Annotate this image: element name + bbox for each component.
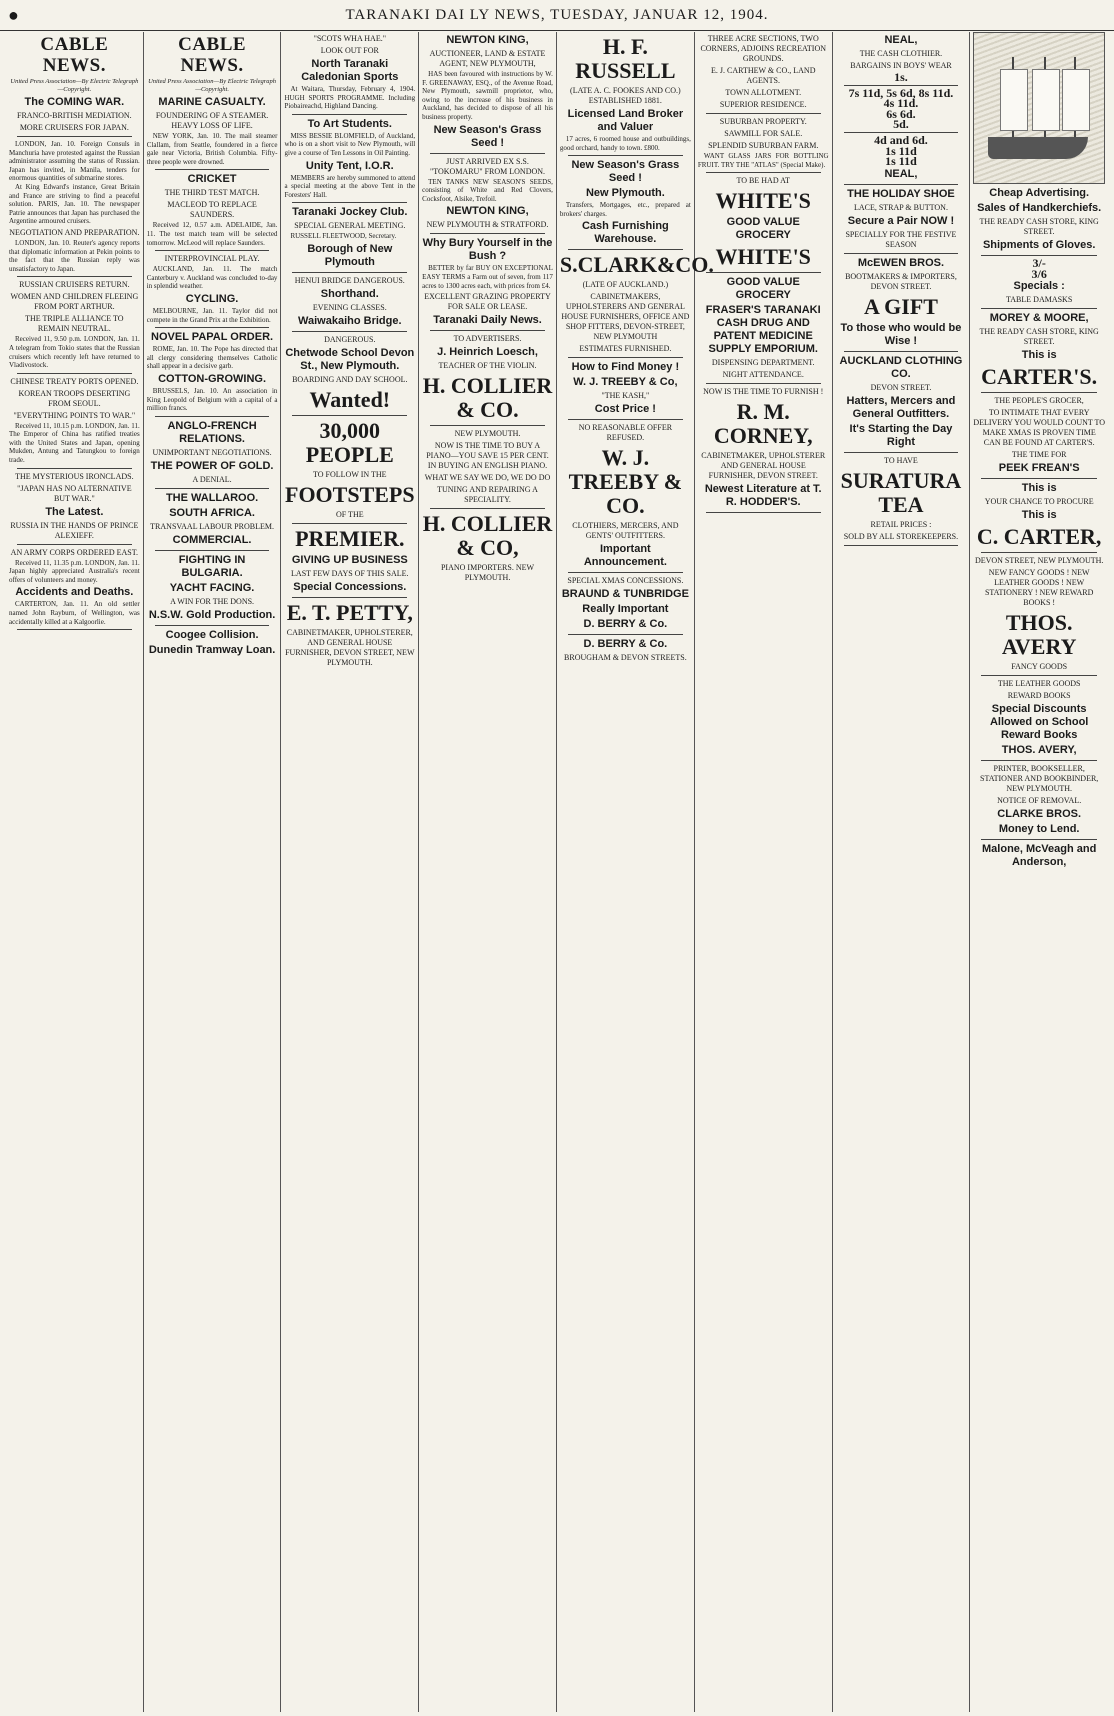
article-subheading: JUST ARRIVED EX S.S. "TOKOMARU" FROM LONDON. bbox=[429, 156, 546, 176]
article-headline: SOUTH AFRICA. bbox=[169, 506, 255, 519]
column-divider bbox=[706, 172, 821, 173]
column-divider bbox=[292, 202, 407, 203]
column-divider bbox=[568, 419, 683, 420]
article-body: Received 12, 0.57 a.m. ADELAIDE, Jan. 11. The test match team will be selected tomorrow. McLeod will replace Saunders. bbox=[146, 221, 278, 247]
article-subheading: DEVON STREET. bbox=[870, 382, 932, 392]
article-subheading: CABINETMAKERS, UPHOLSTERERS AND GENERAL HOUSE FURNISHERS, OFFICE AND SHOP FITTERS, DEVON-STREET, NEW PLYMOUTH bbox=[561, 292, 690, 342]
column-divider bbox=[292, 523, 407, 524]
advert-display-heading: E. T. PETTY, bbox=[286, 599, 413, 625]
advert-display-heading: H. F. RUSSELL bbox=[575, 34, 676, 83]
article-subheading: AN ARMY CORPS ORDERED EAST. bbox=[10, 547, 139, 557]
column-7 bbox=[833, 32, 971, 1712]
article-headline: Taranaki Jockey Club. bbox=[292, 206, 408, 219]
article-headline: Why Bury Yourself in the Bush ? bbox=[422, 237, 553, 263]
article-headline: The COMING WAR. bbox=[24, 96, 125, 108]
article-subheading: EXCELLENT GRAZING PROPERTY FOR SALE OR LEASE. bbox=[424, 292, 551, 312]
article-subheading: THE READY CASH STORE, KING STREET. bbox=[979, 327, 1099, 347]
article-subheading: YOUR CHANCE TO PROCURE bbox=[984, 497, 1094, 507]
article-headline: Newest Literature at T. R. HODDER'S. bbox=[704, 483, 822, 509]
ship-hull-shape bbox=[988, 137, 1088, 159]
article-headline: N.S.W. Gold Production. bbox=[148, 608, 276, 621]
article-subheading: AUCTIONEER, LAND & ESTATE AGENT, NEW PLYMOUTH, bbox=[429, 49, 546, 68]
article-subheading: NOW IS THE TIME TO BUY A PIANO—YOU SAVE 15 PER CENT. IN BUYING AN ENGLISH PIANO. bbox=[426, 441, 549, 471]
article-headline: D. BERRY & Co. bbox=[583, 618, 668, 631]
article-body: LONDON, Jan. 10. Reuter's agency reports that diplomatic information at Pekin points to the fact that the Russian reply was unsatisfactory to Japan. bbox=[9, 238, 140, 273]
article-headline: FRASER'S TARANAKI CASH DRUG AND PATENT MEDICINE SUPPLY EMPORIUM. bbox=[705, 304, 821, 356]
column-divider bbox=[155, 550, 270, 551]
advert-display-heading: WHITE'S bbox=[715, 244, 811, 270]
article-body: MISS BESSIE BLOMFIELD, of Auckland, who is on a short visit to New Plymouth, will give a course of Ten Lessons in Oil Painting. bbox=[284, 131, 416, 157]
article-subheading: ESTIMATES FURNISHED. bbox=[579, 344, 672, 354]
article-headline: This is bbox=[1021, 349, 1057, 362]
column-divider bbox=[568, 572, 683, 573]
article-subheading: TO INTIMATE THAT EVERY DELIVERY YOU WOULD COUNT TO MAKE XMAS IS PROVEN TIME CAN BE FOUND AT CARTER'S. bbox=[973, 408, 1106, 448]
column-divider bbox=[844, 253, 959, 254]
article-body: Received 11, 10.15 p.m. LONDON, Jan. 11. The Emperor of China has ratified treaties with the United States and Japan, opening Mukden, Antung and Tatungkou to foreign trade. bbox=[9, 421, 140, 465]
article-headline: New Season's Grass Seed ! bbox=[433, 123, 542, 149]
article-headline: Taranaki Daily News. bbox=[433, 314, 542, 327]
column-divider bbox=[706, 113, 821, 114]
article-subheading: TEACHER OF THE VIOLIN. bbox=[438, 361, 537, 371]
article-subheading: SPECIAL XMAS CONCESSIONS. bbox=[567, 576, 684, 586]
article-headline: Special Discounts Allowed on School Reward Books bbox=[989, 703, 1089, 742]
column-2 bbox=[144, 32, 282, 1712]
article-headline: GOOD VALUE GROCERY bbox=[726, 216, 800, 242]
article-headline: Coogee Collision. bbox=[165, 628, 259, 641]
article-body: At King Edward's instance, Great Britain and France are striving to find a peaceful solution. PARIS, Jan. 10. The newspaper Patrie announces that Japan has purchased the Argentine armoured cruisers. bbox=[9, 182, 140, 226]
article-headline: Really Important bbox=[582, 603, 669, 616]
page-columns bbox=[6, 32, 1108, 1712]
article-body: BETTER by far BUY ON EXCEPTIONAL EASY TERMS a Farm out of seven, from 117 acres to 1300 acres each, with prices from £4. bbox=[422, 264, 553, 290]
article-subheading: REWARD BOOKS bbox=[1007, 691, 1071, 701]
article-subheading: DISPENSING DEPARTMENT. bbox=[711, 358, 815, 368]
article-headline: Shorthand. bbox=[320, 287, 379, 300]
column-divider bbox=[292, 597, 407, 598]
article-subheading: INTERPROVINCIAL PLAY. bbox=[164, 254, 260, 264]
article-subheading: DEVON STREET, NEW PLYMOUTH. bbox=[974, 556, 1104, 566]
article-subheading: (LATE OF AUCKLAND.) bbox=[582, 280, 669, 290]
article-subheading: TO ADVERTISERS. bbox=[453, 334, 522, 344]
article-headline: How to Find Money ! bbox=[571, 361, 680, 374]
price-line: 1s 11d bbox=[885, 154, 917, 169]
article-headline: Special Concessions. bbox=[293, 580, 407, 593]
article-headline: CYCLING. bbox=[185, 292, 239, 305]
article-subheading: NEW PLYMOUTH. bbox=[454, 429, 521, 439]
article-headline: COTTON-GROWING. bbox=[158, 372, 267, 385]
section-masthead: CABLE NEWS. bbox=[178, 34, 247, 76]
article-body: Transfers, Mortgages, etc., prepared at brokers' charges. bbox=[559, 201, 691, 218]
article-headline: Hatters, Mercers and General Outfitters. bbox=[846, 394, 956, 420]
article-subheading: TO BE HAD AT bbox=[736, 176, 790, 186]
column-divider bbox=[430, 508, 545, 509]
article-headline: Money to Lend. bbox=[998, 823, 1080, 836]
advert-display-heading: H. COLLIER & CO. bbox=[422, 373, 553, 423]
article-subheading: DANGEROUS. bbox=[324, 334, 376, 344]
article-headline: Secure a Pair NOW ! bbox=[847, 214, 955, 227]
column-divider bbox=[155, 250, 270, 251]
article-subheading: CLOTHIERS, MERCERS, AND GENTS' OUTFITTERS. bbox=[572, 521, 679, 541]
article-subheading: LAST FEW DAYS OF THIS SALE. bbox=[291, 568, 409, 578]
article-subheading: "THE KASH," bbox=[601, 391, 650, 401]
advert-display-heading: S.CLARK&CO. bbox=[559, 252, 714, 278]
article-body: MEMBERS are hereby summoned to attend a special meeting at the above Tent in the Foresters' Hall. bbox=[284, 173, 416, 199]
article-subheading: E. J. CARTHEW & CO., LAND AGENTS. bbox=[710, 66, 816, 85]
article-headline: Cheap Advertising. bbox=[989, 187, 1090, 199]
article-subheading: LACE, STRAP & BUTTON. bbox=[853, 202, 948, 212]
ship-sail-shape bbox=[1062, 69, 1090, 131]
article-subheading: RETAIL PRICES : bbox=[870, 519, 932, 529]
article-body: BRUSSELS, Jan. 10. An association in King Leopold of Belgium with a capital of a million francs. bbox=[146, 386, 278, 413]
article-headline: North Taranaki Caledonian Sports bbox=[301, 58, 399, 83]
ship-illustration bbox=[973, 32, 1105, 184]
article-subheading: BOARDING AND DAY SCHOOL. bbox=[292, 374, 408, 384]
article-headline: Important Announcement. bbox=[583, 543, 667, 569]
column-divider bbox=[292, 272, 407, 273]
article-subheading: WOMEN AND CHILDREN FLEEING FROM PORT ARTHUR. bbox=[10, 292, 139, 312]
article-body: CARTERTON, Jan. 11. An old settler named John Rayburn, of Wellington, was accidentally killed at a Kalgoorlie. bbox=[9, 600, 140, 626]
article-subheading: WHAT WE SAY WE DO, WE DO DO bbox=[424, 473, 551, 483]
article-subheading: NEGOTIATION AND PREPARATION. bbox=[9, 227, 140, 237]
price-line: 4d and 6d. bbox=[874, 132, 928, 147]
column-divider bbox=[981, 392, 1097, 393]
article-subheading: RUSSIAN CRUISERS RETURN. bbox=[19, 280, 130, 290]
advert-display-heading: W. J. TREEBY & CO. bbox=[568, 445, 683, 519]
article-headline: Dunedin Tramway Loan. bbox=[148, 643, 276, 656]
article-subheading: THE CASH CLOTHIER. bbox=[859, 49, 943, 58]
column-divider bbox=[17, 276, 132, 277]
article-subheading: UNIMPORTANT NEGOTIATIONS. bbox=[152, 447, 272, 457]
article-headline: To those who would be Wise ! bbox=[840, 321, 962, 347]
column-divider bbox=[17, 373, 132, 374]
column-divider bbox=[981, 839, 1097, 840]
article-headline: NEAL, bbox=[884, 34, 918, 46]
article-body: LONDON, Jan. 10. Foreign Consuls in Manchuria have protested against the Russian administrator assuming the status of Russian. Japan has invited, in Manila, tenders for enormous quantities of submarine stores. bbox=[9, 140, 140, 183]
article-subheading: TRANSVAAL LABOUR PROBLEM. bbox=[150, 521, 274, 531]
article-headline: MOREY & MOORE, bbox=[989, 312, 1089, 325]
article-subheading: THE THIRD TEST MATCH. bbox=[164, 188, 260, 198]
article-headline: To Art Students. bbox=[307, 117, 392, 130]
article-headline: This is bbox=[1021, 482, 1057, 495]
article-subheading: FRANCO-BRITISH MEDIATION. bbox=[17, 111, 132, 120]
column-divider bbox=[568, 155, 683, 156]
column-divider bbox=[430, 425, 545, 426]
article-headline: W. J. TREEBY & Co, bbox=[573, 376, 678, 389]
article-headline: New Season's Grass Seed ! bbox=[571, 159, 680, 185]
article-headline: ANGLO-FRENCH RELATIONS. bbox=[167, 419, 257, 445]
article-body: TEN TANKS NEW SEASON'S SEEDS, consisting of White and Red Clovers, Cocksfoot, Alsike, Trefoil. bbox=[422, 177, 553, 203]
price-line: 6s 6d. bbox=[886, 106, 916, 121]
price-line: 1s. bbox=[894, 70, 908, 84]
advert-display-heading: C. CARTER, bbox=[976, 524, 1102, 550]
column-6 bbox=[695, 32, 833, 1712]
advert-display-heading: 30,000 PEOPLE bbox=[305, 417, 394, 467]
column-divider bbox=[844, 545, 959, 546]
article-subheading: SOLD BY ALL STOREKEEPERS. bbox=[843, 531, 959, 541]
article-headline: Cost Price ! bbox=[594, 403, 656, 416]
article-headline: The Latest. bbox=[45, 505, 104, 518]
article-headline: GOOD VALUE GROCERY bbox=[726, 276, 800, 302]
advert-display-heading: THOS. AVERY bbox=[1001, 610, 1077, 660]
article-headline: THE POWER OF GOLD. bbox=[150, 459, 274, 472]
article-subheading: CABINETMAKER, UPHOLSTERER, AND GENERAL HOUSE FURNISHER, DEVON STREET, NEW PLYMOUTH. bbox=[285, 627, 415, 667]
article-headline: Cash Furnishing Warehouse. bbox=[581, 220, 669, 246]
article-subheading: TABLE DAMASKS bbox=[1006, 295, 1073, 305]
column-divider bbox=[844, 452, 959, 453]
article-body: ROME, Jan. 10. The Pope has directed that all clergy considering themselves Catholic shall appear in a decisive garb. bbox=[146, 345, 278, 371]
article-subheading: NOW IS THE TIME TO FURNISH ! bbox=[703, 387, 824, 397]
ship-sail-shape bbox=[1000, 69, 1028, 131]
price-line: 3/6 bbox=[1031, 266, 1047, 281]
article-headline: Borough of New Plymouth bbox=[307, 242, 393, 268]
advert-display-heading: FOOTSTEPS bbox=[285, 481, 415, 507]
article-subheading: THE PEOPLE'S GROCER, bbox=[994, 396, 1084, 406]
article-subheading: THE TRIPLE ALLIANCE TO REMAIN NEUTRAL. bbox=[25, 314, 124, 334]
price-line: 7s 11d, 5s 6d, 8s 11d. bbox=[848, 85, 954, 100]
article-subheading: TUNING AND REPAIRING A SPECIALITY. bbox=[437, 485, 538, 505]
column-divider bbox=[706, 512, 821, 513]
advert-display-heading: Wanted! bbox=[309, 386, 391, 412]
article-body: 17 acres, 6 roomed house and outbuildings, good orchard, handy to town. £800. bbox=[559, 135, 691, 152]
article-headline: Shipments of Gloves. bbox=[982, 239, 1096, 251]
column-divider bbox=[155, 169, 270, 170]
article-body: Received 11, 9.50 p.m. LONDON, Jan. 11. A telegram from Tokio states that the Russian cruisers which recently left have returned to Vladivostock. bbox=[9, 335, 140, 370]
article-headline: NEWTON KING, bbox=[446, 34, 529, 46]
column-divider bbox=[844, 184, 959, 185]
column-divider bbox=[706, 383, 821, 384]
article-subheading: THE MYSTERIOUS IRONCLADS. bbox=[15, 471, 134, 481]
article-headline: THE HOLIDAY SHOE bbox=[847, 187, 955, 200]
article-subheading: BARGAINS IN BOYS' WEAR bbox=[850, 61, 952, 70]
column-5 bbox=[557, 32, 714, 1712]
article-body: AUCKLAND, Jan. 11. The match Canterbury v. Auckland was concluded to-day in splendid weather. bbox=[146, 265, 278, 291]
article-headline: GIVING UP BUSINESS bbox=[291, 553, 408, 566]
column-divider bbox=[430, 233, 545, 234]
article-subheading: THREE ACRE SECTIONS, TWO CORNERS, ADJOINS RECREATION GROUNDS. bbox=[700, 34, 827, 63]
article-subheading: A WIN FOR THE DONS. bbox=[170, 596, 255, 606]
advert-display-heading: H. COLLIER & CO, bbox=[422, 511, 553, 561]
column-divider bbox=[568, 249, 683, 250]
article-subheading: TOWN ALLOTMENT. bbox=[725, 88, 802, 97]
article-headline: PEEK FREAN'S bbox=[998, 462, 1080, 475]
article-headline: BRAUND & TUNBRIDGE bbox=[561, 588, 689, 601]
article-headline: Specials : bbox=[1013, 280, 1065, 293]
article-subheading: LOOK OUT FOR bbox=[320, 46, 379, 55]
article-headline: NOVEL PAPAL ORDER. bbox=[151, 331, 274, 344]
article-subheading: THE TIME FOR bbox=[1011, 450, 1067, 460]
article-subheading: SPECIALLY FOR THE FESTIVE SEASON bbox=[845, 229, 957, 249]
article-headline: FIGHTING IN BULGARIA. bbox=[178, 553, 246, 579]
article-headline: D. BERRY & Co. bbox=[583, 638, 668, 651]
column-divider bbox=[981, 308, 1097, 309]
article-body: NEW YORK, Jan. 10. The mail steamer Clallam, from Seattle, foundered in a fierce gale near Victoria, British Columbia. Fifty-three people were drowned. bbox=[146, 132, 278, 166]
article-headline: This is bbox=[1021, 509, 1057, 522]
price-line: 5d. bbox=[893, 117, 909, 132]
article-headline: McEWEN BROS. bbox=[857, 256, 945, 269]
article-headline: THOS. AVERY, bbox=[1001, 744, 1077, 757]
article-subheading: SAWMILL FOR SALE. bbox=[724, 129, 803, 138]
article-subheading: EVENING CLASSES. bbox=[312, 302, 387, 312]
article-subheading: NOTICE OF REMOVAL. bbox=[997, 796, 1082, 806]
column-8 bbox=[970, 32, 1108, 1712]
article-headline: NEWTON KING, bbox=[446, 205, 529, 218]
article-subheading: OF THE bbox=[335, 509, 364, 519]
column-4 bbox=[419, 32, 557, 1712]
advert-display-heading: SURATURA TEA bbox=[840, 467, 962, 517]
article-subheading: RUSSIA IN THE HANDS OF PRINCE ALEXIEFF. bbox=[10, 520, 139, 540]
article-headline: MARINE CASUALTY. bbox=[158, 96, 266, 108]
column-divider bbox=[981, 675, 1097, 676]
advert-display-heading: WHITE'S bbox=[715, 188, 811, 214]
article-headline: CRICKET bbox=[187, 173, 237, 186]
column-divider bbox=[981, 552, 1097, 553]
article-body: HAS been favoured with instructions by W. F. GREENAWAY, ESQ., of the Avenue Road, New Plymouth, sawmill proprietor, who, owing to the increase of his business in Auckland, has decided to dispose of all his business property. bbox=[422, 70, 553, 121]
article-headline: Accidents and Deaths. bbox=[15, 586, 134, 599]
article-headline: Sales of Handkerchiefs. bbox=[977, 202, 1102, 214]
price-line: 4s 11d. bbox=[883, 96, 919, 111]
article-headline: AUCKLAND CLOTHING CO. bbox=[839, 354, 963, 380]
article-body: At Waitara, Thursday, February 4, 1904. HUGH SPORTS PROGRAMME. Including Piobaireachd, Highland Dancing. bbox=[284, 85, 416, 111]
article-subheading: NEW FANCY GOODS ! NEW LEATHER GOODS ! NEW STATIONERY ! NEW REWARD BOOKS ! bbox=[984, 568, 1094, 608]
article-body: Received 11, 11.35 p.m. LONDON, Jan. 11. Japan highly appreciated Australia's recent offers of volunteers and money. bbox=[9, 558, 140, 584]
article-headline: It's Starting the Day Right bbox=[849, 422, 953, 448]
article-subheading: MACLEOD TO REPLACE SAUNDERS. bbox=[167, 200, 257, 220]
column-divider bbox=[568, 634, 683, 635]
article-subheading: NO REASONABLE OFFER REFUSED. bbox=[578, 423, 673, 443]
newspaper-title: TARANAKI DAI LY NEWS, TUESDAY, JANUAR 12, 1904. bbox=[345, 7, 769, 23]
article-subheading: THE READY CASH STORE, KING STREET. bbox=[979, 217, 1099, 236]
article-subheading: HENUI BRIDGE DANGEROUS. bbox=[294, 275, 405, 285]
column-divider bbox=[430, 153, 545, 154]
article-subheading: SPECIAL GENERAL MEETING. bbox=[294, 221, 406, 231]
article-subheading: KOREAN TROOPS DESERTING FROM SEOUL. bbox=[18, 388, 131, 408]
column-divider bbox=[430, 330, 545, 331]
masthead bbox=[0, 0, 1114, 31]
ship-sail-shape bbox=[1032, 69, 1060, 131]
advert-display-heading: A GIFT bbox=[863, 293, 938, 319]
article-body: WANT GLASS JARS FOR BOTTLING FRUIT. TRY THE "ATLAS" (Special Make). bbox=[697, 152, 829, 169]
advert-display-heading: CARTER'S. bbox=[981, 364, 1098, 390]
article-subheading: "EVERYTHING POINTS TO WAR." bbox=[13, 410, 136, 420]
advert-display-heading: R. M. CORNEY, bbox=[713, 399, 813, 449]
article-headline: YACHT FACING. bbox=[169, 581, 255, 594]
article-subheading: BOOTMAKERS & IMPORTERS, DEVON STREET. bbox=[845, 271, 957, 291]
article-subheading: PRINTER, BOOKSELLER, STATIONER AND BOOKBINDER, NEW PLYMOUTH. bbox=[980, 764, 1099, 794]
column-3 bbox=[281, 32, 419, 1712]
article-subheading: A DENIAL. bbox=[192, 474, 232, 484]
credit-line: United Press Association—By Electric Telegraph—Copyright. bbox=[148, 78, 277, 93]
article-headline: Chetwode School Devon St., New Plymouth. bbox=[285, 346, 415, 372]
article-headline: THE WALLAROO. bbox=[165, 491, 259, 504]
article-subheading: (LATE A. C. FOOKES AND CO.) ESTABLISHED 1881. bbox=[570, 86, 681, 105]
column-divider bbox=[568, 357, 683, 358]
article-headline: New Plymouth. bbox=[585, 187, 665, 200]
article-subheading: MORE CRUISERS FOR JAPAN. bbox=[19, 123, 129, 132]
column-divider bbox=[155, 625, 270, 626]
article-subheading: NEW PLYMOUTH & STRATFORD. bbox=[426, 220, 549, 230]
article-headline: Licensed Land Broker and Valuer bbox=[567, 108, 684, 133]
article-subheading: CABINETMAKER, UPHOLSTERER AND GENERAL HOUSE FURNISHER, DEVON STREET. bbox=[701, 451, 826, 481]
article-subheading: SUPERIOR RESIDENCE. bbox=[719, 100, 807, 109]
column-divider bbox=[292, 114, 407, 115]
article-subheading: SUBURBAN PROPERTY. bbox=[719, 117, 807, 126]
article-headline: Malone, McVeagh and Anderson, bbox=[982, 843, 1097, 869]
article-body: RUSSELL FLEETWOOD, Secretary. bbox=[290, 232, 397, 241]
article-subheading: NIGHT ATTENDANCE. bbox=[722, 370, 804, 380]
article-subheading: TO HAVE bbox=[884, 455, 918, 465]
article-headline: Unity Tent, I.O.R. bbox=[305, 159, 394, 172]
article-subheading: FOUNDERING OF A STEAMER. HEAVY LOSS OF LIFE. bbox=[155, 111, 269, 130]
article-subheading: "JAPAN HAS NO ALTERNATIVE BUT WAR." bbox=[17, 483, 132, 503]
column-divider bbox=[706, 272, 821, 273]
article-headline: COMMERCIAL. bbox=[172, 533, 252, 546]
article-subheading: CHINESE TREATY PORTS OPENED. bbox=[10, 376, 139, 386]
column-divider bbox=[155, 327, 270, 328]
credit-line: United Press Association—By Electric Telegraph—Copyright. bbox=[10, 78, 139, 93]
column-divider bbox=[17, 544, 132, 545]
column-divider bbox=[155, 416, 270, 417]
article-subheading: SPLENDID SUBURBAN FARM. bbox=[708, 141, 819, 150]
article-headline: NEAL, bbox=[884, 167, 918, 180]
article-headline: CLARKE BROS. bbox=[997, 808, 1082, 821]
column-divider bbox=[844, 351, 959, 352]
column-divider bbox=[17, 629, 132, 630]
column-divider bbox=[17, 136, 132, 137]
column-divider bbox=[155, 488, 270, 489]
price-line: 1s 11d bbox=[885, 143, 917, 158]
column-divider bbox=[292, 415, 407, 416]
article-headline: J. Heinrich Loesch, bbox=[437, 346, 538, 359]
article-headline: Waiwakaiho Bridge. bbox=[298, 314, 402, 327]
column-1 bbox=[6, 32, 144, 1712]
column-divider bbox=[292, 331, 407, 332]
price-line: 3/- bbox=[1032, 256, 1046, 270]
article-subheading: PIANO IMPORTERS. NEW PLYMOUTH. bbox=[440, 563, 535, 583]
article-subheading: TO FOLLOW IN THE bbox=[313, 469, 387, 479]
section-masthead: CABLE NEWS. bbox=[40, 34, 109, 76]
article-subheading: "SCOTS WHA HAE." bbox=[313, 34, 386, 43]
advert-display-heading: PREMIER. bbox=[295, 525, 405, 551]
column-divider bbox=[981, 760, 1097, 761]
bullet-icon: ● bbox=[8, 5, 20, 25]
column-divider bbox=[17, 468, 132, 469]
article-subheading: BROUGHAM & DEVON STREETS. bbox=[564, 653, 687, 663]
column-divider bbox=[981, 478, 1097, 479]
article-subheading: FANCY GOODS bbox=[1011, 662, 1068, 672]
article-body: MELBOURNE, Jan. 11. Taylor did not compete in the Grand Prix at the Exhibition. bbox=[146, 306, 278, 324]
article-subheading: THE LEATHER GOODS bbox=[997, 679, 1081, 689]
